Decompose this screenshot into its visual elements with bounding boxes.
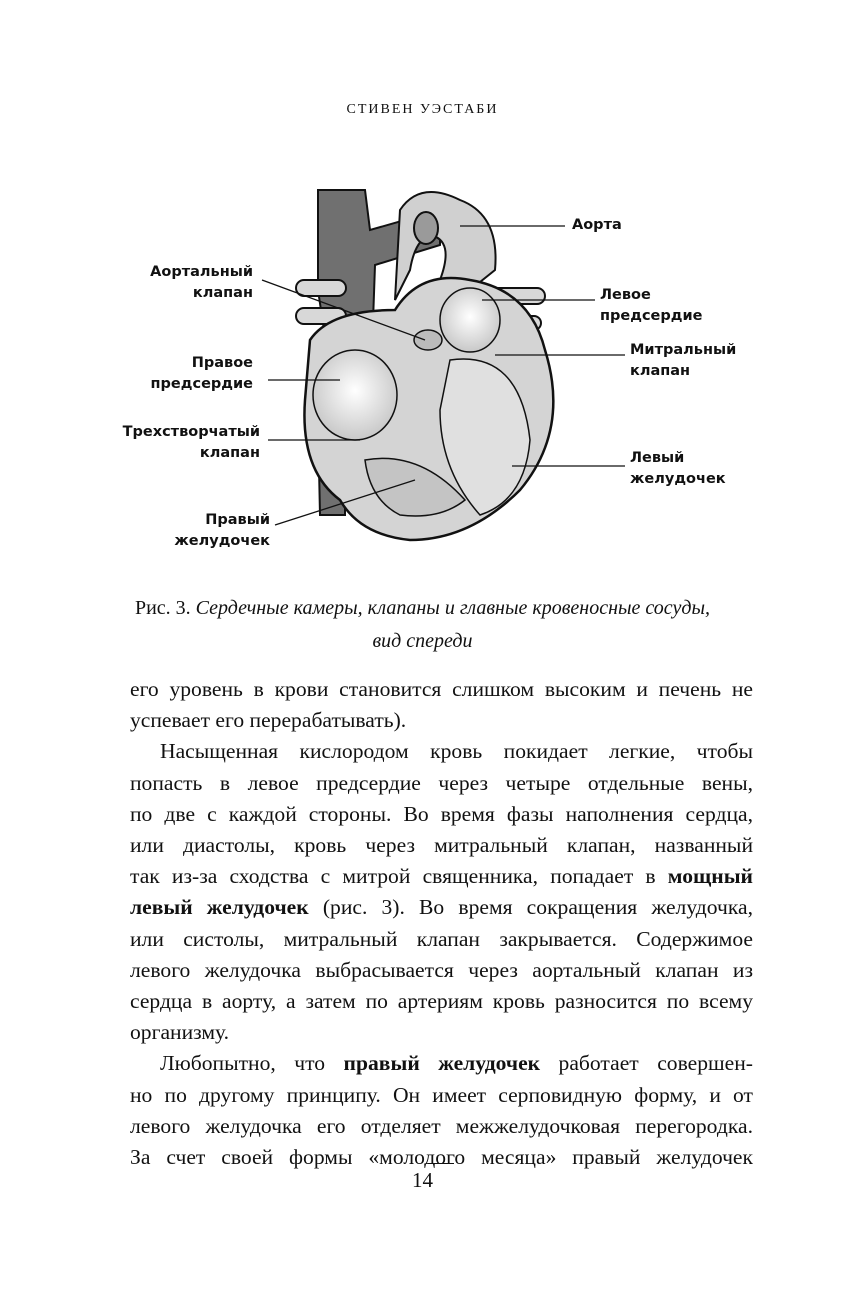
text-segment: левого желудочка выбрасывается через аортальный клапан из <box>130 957 753 982</box>
page-number: 14 <box>412 1168 433 1192</box>
heart-figure <box>0 170 845 570</box>
text-segment: Любопытно, что <box>160 1051 344 1076</box>
text-line <box>130 1048 753 1079</box>
label-line: Аортальный <box>150 264 253 280</box>
caption-text-2: вид спереди <box>372 630 473 652</box>
text-line <box>130 1017 753 1048</box>
text-segment: по две с каждой стороны. Во время фазы наполнения сердца, <box>130 801 753 826</box>
running-head: СТИВЕН УЭСТАБИ <box>346 102 499 117</box>
text-segment: так из-за сходства с митрой священника, попадает в <box>130 864 668 889</box>
text-line <box>130 1080 753 1111</box>
paragraph <box>130 674 753 736</box>
label-line: желудочек <box>630 471 726 487</box>
text-line <box>130 799 753 830</box>
figure-caption <box>100 592 745 658</box>
paragraph <box>130 1048 753 1173</box>
label-left-atrium <box>600 285 702 327</box>
label-line: Митральный <box>630 342 737 358</box>
label-line: Правый <box>205 512 270 528</box>
caption-prefix: Рис. 3. <box>134 597 191 619</box>
label-right-atrium <box>120 353 253 395</box>
label-mitral-valve <box>630 340 736 382</box>
text-segment: но по другому принципу. Он имеет серповидную форму, и от <box>130 1082 753 1107</box>
text-segment: За счет своей формы «молодого месяца» правый желудочек <box>130 1145 753 1170</box>
label-right-ventricle <box>140 510 270 552</box>
text-segment: организму. <box>130 1020 230 1045</box>
text-segment: работает совершен- <box>540 1051 753 1076</box>
bold-term: правый желудочек <box>343 1051 541 1076</box>
text-segment: (рис. 3). Во время сокращения желудочка, <box>308 895 753 920</box>
label-left-ventricle <box>630 448 726 490</box>
bold-term: левый желудочек <box>130 895 309 920</box>
text-line <box>130 674 753 705</box>
label-line: предсердие <box>600 308 703 324</box>
text-segment: сердца в аорту, а затем по артериям кровь разносится по всему <box>130 989 753 1014</box>
text-segment: или систолы, митральный клапан закрывается. Содержимое <box>130 926 753 951</box>
text-line <box>130 955 753 986</box>
text-line <box>130 705 753 736</box>
text-segment: Насыщенная кислородом кровь покидает легкие, чтобы <box>160 739 753 764</box>
text-line <box>130 1111 753 1142</box>
text-segment: попасть в левое предсердие через четыре отдельные вены, <box>130 770 753 795</box>
label-line: предсердие <box>150 376 253 392</box>
caption-text: Сердечные камеры, клапаны и главные кровеносные сосуды, <box>195 597 711 619</box>
label-line: клапан <box>630 363 691 379</box>
label-line: Правое <box>191 355 253 371</box>
text-line <box>130 861 753 892</box>
text-line <box>130 768 753 799</box>
text-segment: левого желудочка его отделяет межжелудочковая перегородка. <box>130 1113 753 1138</box>
text-line <box>130 986 753 1017</box>
label-aortic-valve <box>120 262 253 304</box>
text-segment: или диастолы, кровь через митральный клапан, названный <box>130 833 753 858</box>
label-line: клапан <box>192 285 253 301</box>
label-line: желудочек <box>174 533 270 549</box>
text-line <box>130 924 753 955</box>
paragraph <box>130 736 753 1048</box>
body-text <box>130 674 753 1173</box>
label-line: Левый <box>630 450 685 466</box>
text-segment: успевает его перерабатывать). <box>130 708 407 733</box>
text-segment: его уровень в крови становится слишком высоким и печень не <box>130 677 753 701</box>
text-line <box>130 892 753 923</box>
label-line: Левое <box>600 287 651 303</box>
text-line <box>130 736 753 767</box>
label-aorta: Аорта <box>572 217 622 233</box>
label-tricuspid-valve <box>100 422 260 464</box>
bold-term: мощный <box>667 864 753 889</box>
label-line: клапан <box>199 445 260 461</box>
page-number-rule <box>428 1163 454 1164</box>
label-line: Трехстворчатый <box>122 424 260 440</box>
text-line <box>130 830 753 861</box>
